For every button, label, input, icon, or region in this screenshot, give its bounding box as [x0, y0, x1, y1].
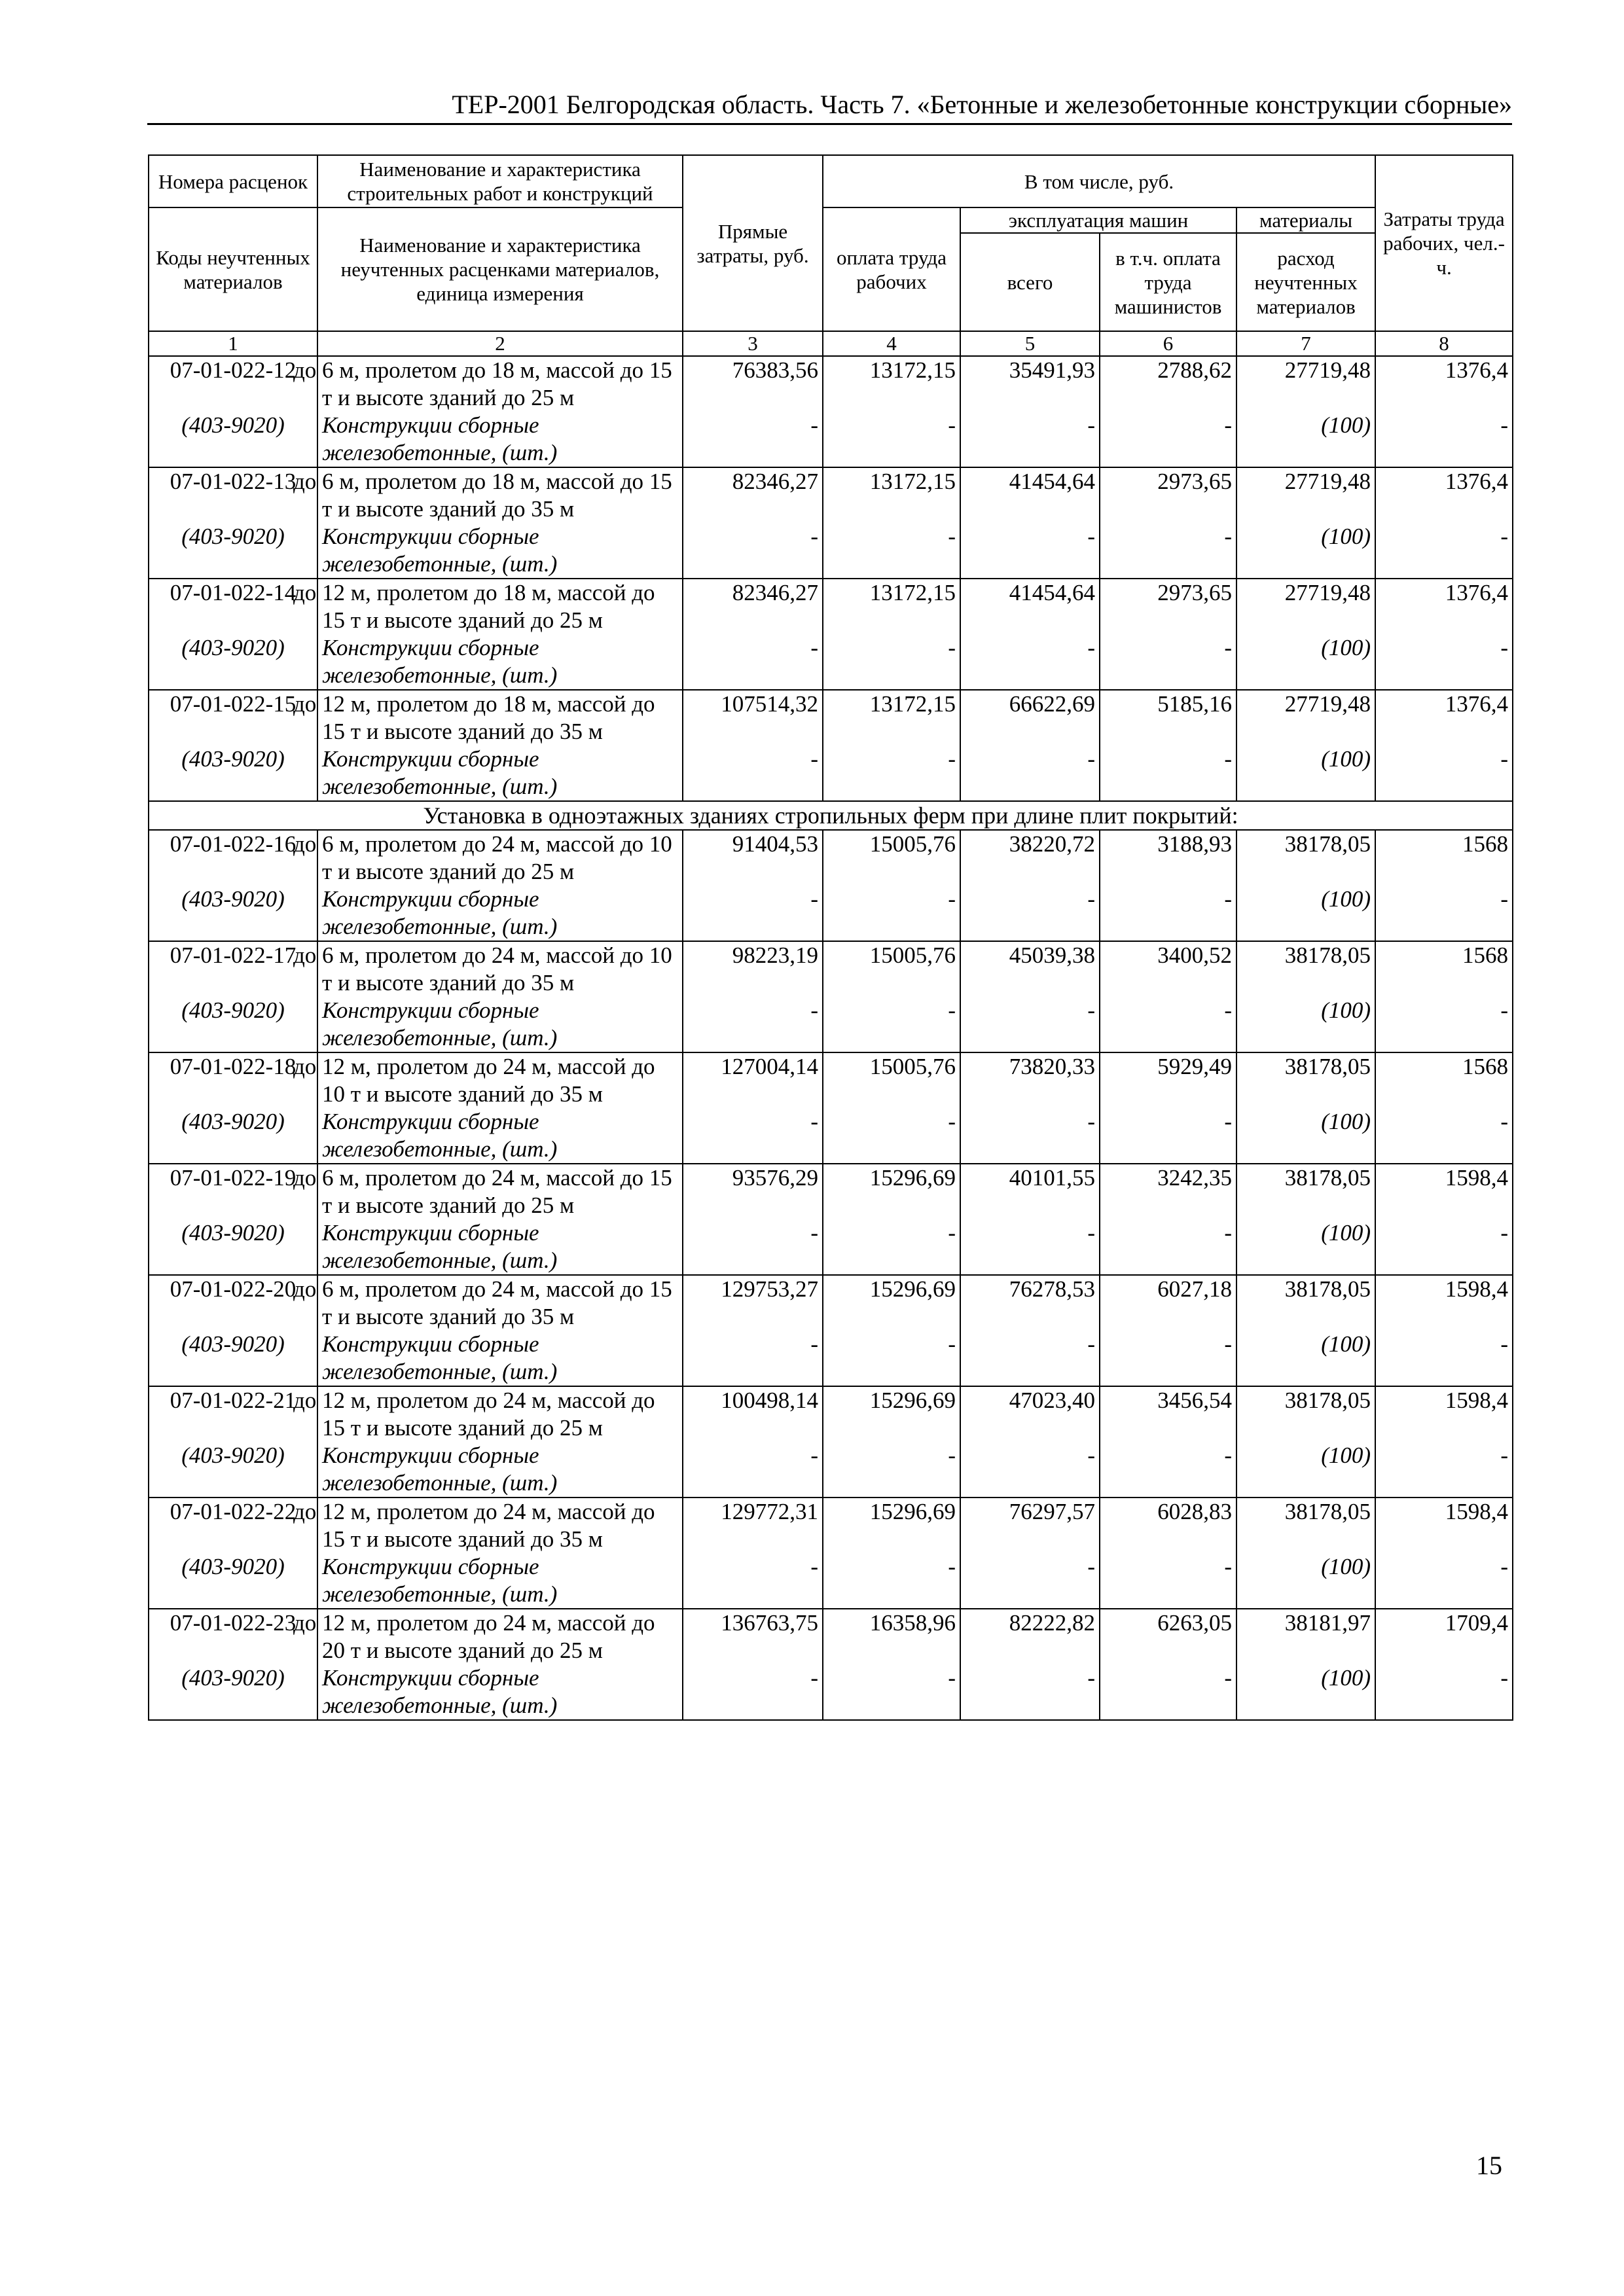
column-number: 5 — [960, 331, 1100, 356]
material-quantity: (100) — [1236, 886, 1375, 941]
rate-code: 07-01-022-15 — [149, 690, 317, 745]
material-code: (403-9020) — [149, 997, 317, 1052]
material-quantity: (100) — [1236, 412, 1375, 467]
rate-name: до 12 м, пролетом до 24 м, массой до 20 т и высоте зданий до 25 м — [317, 1609, 683, 1664]
header-col3: Прямые затраты, руб. — [683, 155, 823, 331]
header-col2-bottom: Наименование и характеристика неучтенных расценками материалов, единица измерения — [317, 207, 683, 331]
machines-cost: 35491,93 — [960, 356, 1100, 412]
materials-cost: 38178,05 — [1236, 830, 1375, 886]
dash-cell: - — [823, 412, 960, 467]
rate-row — [149, 1609, 1513, 1664]
header-machines: эксплуатация машин — [960, 207, 1236, 233]
rate-row — [149, 830, 1513, 886]
materials-cost: 27719,48 — [1236, 690, 1375, 745]
labor-cost: 13172,15 — [823, 467, 960, 523]
dash-cell: - — [823, 997, 960, 1052]
dash-cell: - — [1100, 997, 1236, 1052]
dash-cell: - — [823, 1664, 960, 1720]
material-quantity: (100) — [1236, 997, 1375, 1052]
labor-cost: 13172,15 — [823, 579, 960, 634]
rate-name: до 6 м, пролетом до 24 м, массой до 15 т и высоте зданий до 25 м — [317, 1164, 683, 1219]
rate-code: 07-01-022-21 — [149, 1386, 317, 1442]
rate-row — [149, 941, 1513, 997]
rate-code: 07-01-022-13 — [149, 467, 317, 523]
dash-cell: - — [683, 634, 823, 690]
material-code: (403-9020) — [149, 1553, 317, 1609]
header-col6: в т.ч. оплата труда машинистов — [1100, 233, 1236, 331]
machines-cost: 66622,69 — [960, 690, 1100, 745]
material-name: Конструкции сборные железобетонные, (шт.) — [317, 1442, 683, 1498]
labor-hours: 1568 — [1375, 1052, 1513, 1108]
column-number: 6 — [1100, 331, 1236, 356]
rate-name: до 12 м, пролетом до 24 м, массой до 15 т и высоте зданий до 35 м — [317, 1498, 683, 1553]
material-code: (403-9020) — [149, 1219, 317, 1275]
column-numbers-row — [149, 331, 1513, 356]
dash-cell: - — [823, 1442, 960, 1498]
material-code: (403-9020) — [149, 745, 317, 801]
dash-cell: - — [1375, 745, 1513, 801]
table-body-before — [149, 356, 1513, 801]
material-row — [149, 1331, 1513, 1386]
machinists-cost: 2788,62 — [1100, 356, 1236, 412]
machinists-cost: 2973,65 — [1100, 579, 1236, 634]
material-row — [149, 634, 1513, 690]
material-name: Конструкции сборные железобетонные, (шт.) — [317, 1553, 683, 1609]
section-row-group — [149, 801, 1513, 830]
dash-cell: - — [1100, 1442, 1236, 1498]
material-row — [149, 1108, 1513, 1164]
rate-name: до 6 м, пролетом до 24 м, массой до 15 т и высоте зданий до 35 м — [317, 1275, 683, 1331]
column-number: 7 — [1236, 331, 1375, 356]
labor-cost: 15296,69 — [823, 1498, 960, 1553]
dash-cell: - — [960, 523, 1100, 579]
material-row — [149, 1553, 1513, 1609]
materials-cost: 38178,05 — [1236, 941, 1375, 997]
machinists-cost: 5185,16 — [1100, 690, 1236, 745]
material-row — [149, 1664, 1513, 1720]
direct-cost: 129772,31 — [683, 1498, 823, 1553]
direct-cost: 100498,14 — [683, 1386, 823, 1442]
labor-hours: 1376,4 — [1375, 690, 1513, 745]
dash-cell: - — [683, 1442, 823, 1498]
dash-cell: - — [960, 997, 1100, 1052]
dash-cell: - — [1375, 997, 1513, 1052]
direct-cost: 127004,14 — [683, 1052, 823, 1108]
machines-cost: 41454,64 — [960, 579, 1100, 634]
direct-cost: 91404,53 — [683, 830, 823, 886]
rate-code: 07-01-022-19 — [149, 1164, 317, 1219]
labor-cost: 15005,76 — [823, 1052, 960, 1108]
dash-cell: - — [1375, 1664, 1513, 1720]
dash-cell: - — [1375, 1331, 1513, 1386]
rate-name: до 12 м, пролетом до 24 м, массой до 15 т и высоте зданий до 25 м — [317, 1386, 683, 1442]
header-col5: всего — [960, 233, 1100, 331]
header-materials: материалы — [1236, 207, 1375, 233]
machinists-cost: 6263,05 — [1100, 1609, 1236, 1664]
material-name: Конструкции сборные железобетонные, (шт.) — [317, 1219, 683, 1275]
dash-cell: - — [960, 1553, 1100, 1609]
materials-cost: 27719,48 — [1236, 356, 1375, 412]
rate-row — [149, 1164, 1513, 1219]
labor-cost: 15296,69 — [823, 1164, 960, 1219]
header-col1-top: Номера расценок — [149, 155, 317, 207]
dash-cell: - — [1375, 523, 1513, 579]
dash-cell: - — [823, 1553, 960, 1609]
dash-cell: - — [960, 412, 1100, 467]
machines-cost: 73820,33 — [960, 1052, 1100, 1108]
rate-code: 07-01-022-22 — [149, 1498, 317, 1553]
dash-cell: - — [1100, 634, 1236, 690]
rate-row — [149, 690, 1513, 745]
dash-cell: - — [1375, 1442, 1513, 1498]
materials-cost: 38178,05 — [1236, 1052, 1375, 1108]
section-row — [149, 801, 1513, 830]
column-number: 3 — [683, 331, 823, 356]
machinists-cost: 5929,49 — [1100, 1052, 1236, 1108]
labor-cost: 15296,69 — [823, 1386, 960, 1442]
labor-hours: 1598,4 — [1375, 1164, 1513, 1219]
machinists-cost: 3456,54 — [1100, 1386, 1236, 1442]
material-name: Конструкции сборные железобетонные, (шт.) — [317, 745, 683, 801]
material-code: (403-9020) — [149, 1331, 317, 1386]
direct-cost: 82346,27 — [683, 467, 823, 523]
dash-cell: - — [823, 1331, 960, 1386]
dash-cell: - — [960, 1219, 1100, 1275]
machines-cost: 47023,40 — [960, 1386, 1100, 1442]
rate-row — [149, 579, 1513, 634]
dash-cell: - — [1100, 1108, 1236, 1164]
column-number: 2 — [317, 331, 683, 356]
dash-cell: - — [1100, 886, 1236, 941]
labor-hours: 1598,4 — [1375, 1275, 1513, 1331]
labor-hours: 1568 — [1375, 941, 1513, 997]
dash-cell: - — [823, 1219, 960, 1275]
dash-cell: - — [1100, 1553, 1236, 1609]
rate-name: до 6 м, пролетом до 24 м, массой до 10 т и высоте зданий до 35 м — [317, 941, 683, 997]
header-col2-top: Наименование и характеристика строительных работ и конструкций — [317, 155, 683, 207]
direct-cost: 98223,19 — [683, 941, 823, 997]
machines-cost: 76278,53 — [960, 1275, 1100, 1331]
labor-cost: 16358,96 — [823, 1609, 960, 1664]
material-code: (403-9020) — [149, 1108, 317, 1164]
material-quantity: (100) — [1236, 1108, 1375, 1164]
material-code: (403-9020) — [149, 412, 317, 467]
direct-cost: 93576,29 — [683, 1164, 823, 1219]
dash-cell: - — [683, 523, 823, 579]
rate-name: до 12 м, пролетом до 24 м, массой до 10 т и высоте зданий до 35 м — [317, 1052, 683, 1108]
machines-cost: 41454,64 — [960, 467, 1100, 523]
material-code: (403-9020) — [149, 634, 317, 690]
materials-cost: 38178,05 — [1236, 1498, 1375, 1553]
dash-cell: - — [1100, 1664, 1236, 1720]
dash-cell: - — [960, 745, 1100, 801]
dash-cell: - — [1100, 1331, 1236, 1386]
material-code: (403-9020) — [149, 886, 317, 941]
rate-name: до 12 м, пролетом до 18 м, массой до 15 т и высоте зданий до 35 м — [317, 690, 683, 745]
labor-cost: 13172,15 — [823, 356, 960, 412]
materials-cost: 38178,05 — [1236, 1275, 1375, 1331]
direct-cost: 129753,27 — [683, 1275, 823, 1331]
material-name: Конструкции сборные железобетонные, (шт.) — [317, 412, 683, 467]
machinists-cost: 6028,83 — [1100, 1498, 1236, 1553]
column-number: 8 — [1375, 331, 1513, 356]
direct-cost: 76383,56 — [683, 356, 823, 412]
material-quantity: (100) — [1236, 1219, 1375, 1275]
direct-cost: 82346,27 — [683, 579, 823, 634]
column-number: 1 — [149, 331, 317, 356]
dash-cell: - — [1375, 634, 1513, 690]
rate-code: 07-01-022-18 — [149, 1052, 317, 1108]
rate-code: 07-01-022-14 — [149, 579, 317, 634]
dash-cell: - — [683, 1664, 823, 1720]
dash-cell: - — [1100, 412, 1236, 467]
header-col7: расход неучтенных материалов — [1236, 233, 1375, 331]
rate-row — [149, 1275, 1513, 1331]
materials-cost: 27719,48 — [1236, 467, 1375, 523]
material-name: Конструкции сборные железобетонные, (шт.) — [317, 1664, 683, 1720]
page-number: 15 — [1476, 2151, 1502, 2180]
labor-hours: 1709,4 — [1375, 1609, 1513, 1664]
material-name: Конструкции сборные железобетонные, (шт.) — [317, 634, 683, 690]
dash-cell: - — [1100, 745, 1236, 801]
header-group: В том числе, руб. — [823, 155, 1375, 207]
material-code: (403-9020) — [149, 523, 317, 579]
dash-cell: - — [683, 1219, 823, 1275]
labor-hours: 1598,4 — [1375, 1386, 1513, 1442]
dash-cell: - — [1375, 1219, 1513, 1275]
dash-cell: - — [960, 1442, 1100, 1498]
dash-cell: - — [683, 1553, 823, 1609]
labor-cost: 15296,69 — [823, 1275, 960, 1331]
section-title: Установка в одноэтажных зданиях стропильных ферм при длине плит покрытий: — [149, 801, 1513, 830]
machinists-cost: 3400,52 — [1100, 941, 1236, 997]
labor-cost: 15005,76 — [823, 941, 960, 997]
dash-cell: - — [1100, 1219, 1236, 1275]
dash-cell: - — [683, 412, 823, 467]
material-row — [149, 745, 1513, 801]
dash-cell: - — [823, 886, 960, 941]
column-number: 4 — [823, 331, 960, 356]
dash-cell: - — [1375, 1553, 1513, 1609]
dash-cell: - — [1375, 412, 1513, 467]
dash-cell: - — [1375, 1108, 1513, 1164]
rate-row — [149, 356, 1513, 412]
materials-cost: 38181,97 — [1236, 1609, 1375, 1664]
labor-hours: 1376,4 — [1375, 467, 1513, 523]
direct-cost: 136763,75 — [683, 1609, 823, 1664]
dash-cell: - — [1100, 523, 1236, 579]
header-col1-bottom: Коды неучтенных материалов — [149, 207, 317, 331]
rates-table — [148, 154, 1513, 1721]
labor-cost: 15005,76 — [823, 830, 960, 886]
page-header-title: ТЕР-2001 Белгородская область. Часть 7. «Бетонные и железобетонные конструкции сборные» — [147, 89, 1512, 125]
material-quantity: (100) — [1236, 1331, 1375, 1386]
dash-cell: - — [823, 523, 960, 579]
material-row — [149, 412, 1513, 467]
dash-cell: - — [1375, 886, 1513, 941]
machines-cost: 38220,72 — [960, 830, 1100, 886]
materials-cost: 38178,05 — [1236, 1386, 1375, 1442]
labor-hours: 1568 — [1375, 830, 1513, 886]
rate-row — [149, 1386, 1513, 1442]
material-quantity: (100) — [1236, 523, 1375, 579]
material-row — [149, 997, 1513, 1052]
rate-row — [149, 1498, 1513, 1553]
rate-code: 07-01-022-23 — [149, 1609, 317, 1664]
rate-name: до 12 м, пролетом до 18 м, массой до 15 т и высоте зданий до 25 м — [317, 579, 683, 634]
rate-name: до 6 м, пролетом до 18 м, массой до 15 т и высоте зданий до 35 м — [317, 467, 683, 523]
material-name: Конструкции сборные железобетонные, (шт.) — [317, 1108, 683, 1164]
material-quantity: (100) — [1236, 1664, 1375, 1720]
dash-cell: - — [960, 1108, 1100, 1164]
dash-cell: - — [960, 634, 1100, 690]
labor-cost: 13172,15 — [823, 690, 960, 745]
rate-code: 07-01-022-16 — [149, 830, 317, 886]
machines-cost: 82222,82 — [960, 1609, 1100, 1664]
material-row — [149, 1219, 1513, 1275]
rate-row — [149, 467, 1513, 523]
rate-code: 07-01-022-17 — [149, 941, 317, 997]
dash-cell: - — [683, 997, 823, 1052]
header-col8: Затраты труда рабочих, чел.-ч. — [1375, 155, 1513, 331]
material-row — [149, 1442, 1513, 1498]
dash-cell: - — [683, 886, 823, 941]
material-row — [149, 523, 1513, 579]
labor-hours: 1598,4 — [1375, 1498, 1513, 1553]
dash-cell: - — [823, 1108, 960, 1164]
material-name: Конструкции сборные железобетонные, (шт.) — [317, 523, 683, 579]
rate-code: 07-01-022-20 — [149, 1275, 317, 1331]
machines-cost: 45039,38 — [960, 941, 1100, 997]
dash-cell: - — [960, 1664, 1100, 1720]
material-quantity: (100) — [1236, 1553, 1375, 1609]
material-name: Конструкции сборные железобетонные, (шт.) — [317, 886, 683, 941]
machinists-cost: 2973,65 — [1100, 467, 1236, 523]
materials-cost: 27719,48 — [1236, 579, 1375, 634]
direct-cost: 107514,32 — [683, 690, 823, 745]
labor-hours: 1376,4 — [1375, 356, 1513, 412]
dash-cell: - — [683, 745, 823, 801]
dash-cell: - — [960, 886, 1100, 941]
material-quantity: (100) — [1236, 1442, 1375, 1498]
machinists-cost: 6027,18 — [1100, 1275, 1236, 1331]
table-header — [149, 155, 1513, 356]
dash-cell: - — [823, 634, 960, 690]
material-name: Конструкции сборные железобетонные, (шт.) — [317, 1331, 683, 1386]
rate-name: до 6 м, пролетом до 18 м, массой до 15 т и высоте зданий до 25 м — [317, 356, 683, 412]
table-body-after — [149, 830, 1513, 1720]
materials-cost: 38178,05 — [1236, 1164, 1375, 1219]
material-name: Конструкции сборные железобетонные, (шт.) — [317, 997, 683, 1052]
dash-cell: - — [823, 745, 960, 801]
material-code: (403-9020) — [149, 1664, 317, 1720]
labor-hours: 1376,4 — [1375, 579, 1513, 634]
dash-cell: - — [683, 1331, 823, 1386]
rate-name: до 6 м, пролетом до 24 м, массой до 10 т и высоте зданий до 25 м — [317, 830, 683, 886]
machinists-cost: 3242,35 — [1100, 1164, 1236, 1219]
machines-cost: 76297,57 — [960, 1498, 1100, 1553]
machines-cost: 40101,55 — [960, 1164, 1100, 1219]
material-quantity: (100) — [1236, 634, 1375, 690]
rate-row — [149, 1052, 1513, 1108]
material-row — [149, 886, 1513, 941]
dash-cell: - — [683, 1108, 823, 1164]
machinists-cost: 3188,93 — [1100, 830, 1236, 886]
header-col4: оплата труда рабочих — [823, 207, 960, 331]
rate-code: 07-01-022-12 — [149, 356, 317, 412]
material-code: (403-9020) — [149, 1442, 317, 1498]
material-quantity: (100) — [1236, 745, 1375, 801]
dash-cell: - — [960, 1331, 1100, 1386]
